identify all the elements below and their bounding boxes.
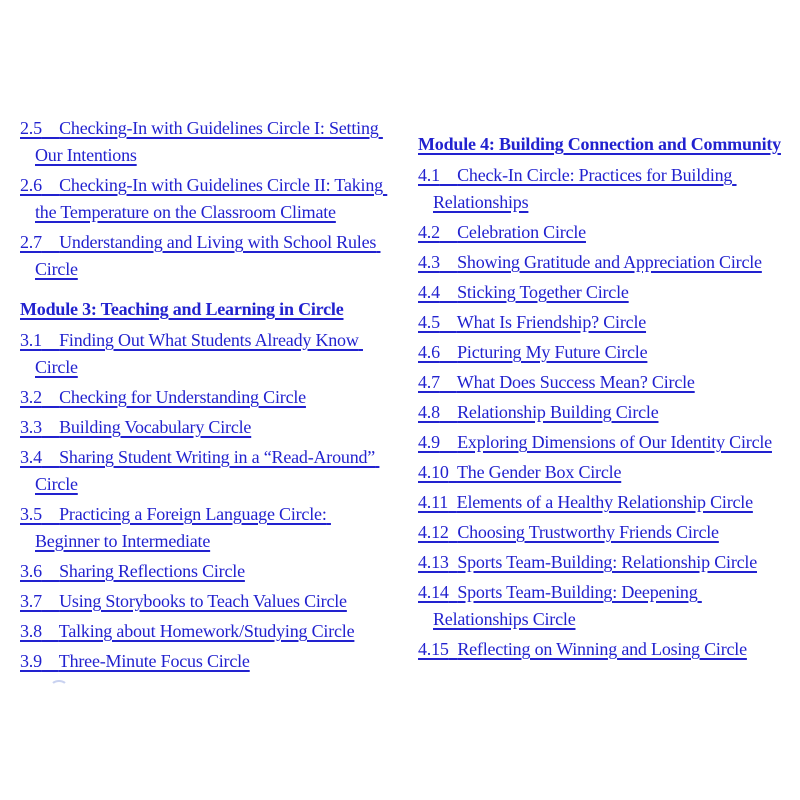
toc-entry xyxy=(418,579,785,633)
toc-entry-link[interactable] xyxy=(20,417,251,437)
entry-number: 3.4 xyxy=(20,447,42,467)
toc-entry-link[interactable] xyxy=(418,312,646,332)
toc-entry-link[interactable] xyxy=(418,222,586,242)
entry-gap xyxy=(440,312,457,332)
entry-number: 4.15 xyxy=(418,639,449,659)
toc-entry xyxy=(418,399,785,426)
entry-gap xyxy=(449,462,457,482)
entry-title: Sharing Student Writing in a “Read-Around” Circle xyxy=(35,447,380,494)
entry-title: Relationship Building Circle xyxy=(457,402,659,422)
entry-number: 2.7 xyxy=(20,232,42,252)
entry-title: Sports Team-Building: Relationship Circle xyxy=(457,552,757,572)
toc-entry xyxy=(418,489,785,516)
entry-title: Elements of a Healthy Relationship Circle xyxy=(456,492,753,512)
entry-gap xyxy=(440,165,457,185)
entry-title: Talking about Homework/Studying Circle xyxy=(58,621,355,641)
entry-title: Checking-In with Guidelines Circle II: Taking the Temperature on the Classroom Climate xyxy=(35,175,388,222)
toc-entry xyxy=(20,588,387,615)
entry-title: Checking for Understanding Circle xyxy=(59,387,306,407)
entry-number: 4.12 xyxy=(418,522,449,542)
entry-number: 3.2 xyxy=(20,387,42,407)
toc-entry xyxy=(20,172,387,226)
entry-number: 4.5 xyxy=(418,312,440,332)
entry-gap xyxy=(440,282,457,302)
cut-off-text-fragment xyxy=(50,680,68,694)
entry-number: 4.13 xyxy=(418,552,449,572)
entry-gap xyxy=(440,252,457,272)
entry-gap xyxy=(42,232,59,252)
toc-entry-link[interactable] xyxy=(20,651,250,671)
toc-entry xyxy=(418,279,785,306)
entry-gap xyxy=(42,118,59,138)
entry-gap xyxy=(440,222,457,242)
toc-entry-link[interactable] xyxy=(418,552,757,572)
toc-entry xyxy=(20,501,387,555)
entry-number: 4.7 xyxy=(418,372,440,392)
entry-gap xyxy=(42,417,59,437)
entry-title: Choosing Trustworthy Friends Circle xyxy=(457,522,719,542)
toc-entry xyxy=(20,444,387,498)
toc-entry-link[interactable] xyxy=(418,252,762,272)
entry-title: Reflecting on Winning and Losing Circle xyxy=(457,639,747,659)
toc-entry xyxy=(418,249,785,276)
toc-entry-link[interactable] xyxy=(20,591,347,611)
toc-entry xyxy=(418,339,785,366)
toc-entry-link[interactable] xyxy=(418,582,702,629)
entry-title: Sharing Reflections Circle xyxy=(59,561,245,581)
entry-title: Picturing My Future Circle xyxy=(457,342,648,362)
entry-gap xyxy=(42,561,59,581)
toc-entry-link[interactable] xyxy=(418,402,659,422)
toc-entry-link[interactable] xyxy=(20,621,354,641)
entry-number: 4.14 xyxy=(418,582,449,602)
entry-gap xyxy=(448,492,457,512)
entry-title: The Gender Box Circle xyxy=(456,462,622,482)
entry-gap xyxy=(42,591,59,611)
toc-entry xyxy=(20,648,387,675)
module-heading-link[interactable]: Module 3: Teaching and Learning in Circle xyxy=(20,299,344,319)
entry-number: 4.1 xyxy=(418,165,440,185)
toc-entry-link[interactable] xyxy=(418,282,629,302)
toc-entry xyxy=(418,549,785,576)
entry-number: 4.6 xyxy=(418,342,440,362)
toc-entry-link[interactable] xyxy=(20,118,383,165)
toc-entry-link[interactable] xyxy=(418,522,719,542)
toc-entry-link[interactable] xyxy=(418,432,772,452)
toc-entry xyxy=(418,519,785,546)
entry-title: What Is Friendship? Circle xyxy=(456,312,647,332)
toc-entry xyxy=(418,162,785,216)
entry-title: Finding Out What Students Already Know Circle xyxy=(35,330,363,377)
entry-gap xyxy=(42,330,59,350)
entry-number: 3.7 xyxy=(20,591,42,611)
toc-entry xyxy=(418,219,785,246)
toc-entry-link[interactable] xyxy=(418,372,695,392)
entry-gap xyxy=(440,402,457,422)
entry-number: 3.6 xyxy=(20,561,42,581)
entry-gap xyxy=(42,447,59,467)
entry-title: Understanding and Living with School Rules Circle xyxy=(35,232,381,279)
entry-title: Practicing a Foreign Language Circle: Beginner to Intermediate xyxy=(35,504,331,551)
toc-entry xyxy=(20,618,387,645)
entry-number: 4.9 xyxy=(418,432,440,452)
toc-entry-link[interactable] xyxy=(20,447,379,494)
toc-entry xyxy=(20,558,387,585)
entry-title: Sports Team-Building: Deepening Relationships Circle xyxy=(433,582,702,629)
entry-title: Checking-In with Guidelines Circle I: Setting Our Intentions xyxy=(35,118,383,165)
toc-column-left xyxy=(20,115,387,678)
toc-entry-link[interactable] xyxy=(418,165,737,212)
entry-number: 3.1 xyxy=(20,330,42,350)
entry-gap xyxy=(42,621,59,641)
entry-title: Showing Gratitude and Appreciation Circle xyxy=(457,252,762,272)
entry-title: Exploring Dimensions of Our Identity Circle xyxy=(457,432,772,452)
toc-entry xyxy=(418,459,785,486)
entry-number: 3.8 xyxy=(20,621,42,641)
toc-entry-link[interactable] xyxy=(418,462,621,482)
entry-number: 4.2 xyxy=(418,222,440,242)
toc-entry xyxy=(418,636,785,663)
entry-title: What Does Success Mean? Circle xyxy=(456,372,695,392)
entry-gap xyxy=(440,432,457,452)
toc-entry xyxy=(20,115,387,169)
toc-entry-link[interactable] xyxy=(20,561,245,581)
entry-number: 4.10 xyxy=(418,462,449,482)
toc-entry-link[interactable] xyxy=(20,175,387,222)
entry-number: 3.5 xyxy=(20,504,42,524)
entry-title: Building Vocabulary Circle xyxy=(59,417,252,437)
entry-number: 4.3 xyxy=(418,252,440,272)
entry-gap xyxy=(42,651,59,671)
entry-number: 4.8 xyxy=(418,402,440,422)
entry-title: Sticking Together Circle xyxy=(457,282,629,302)
entry-number: 2.5 xyxy=(20,118,42,138)
entry-title: Celebration Circle xyxy=(457,222,586,242)
toc-entry-link[interactable] xyxy=(20,387,306,407)
toc-entry xyxy=(20,229,387,283)
toc-entry xyxy=(20,327,387,381)
toc-entry-link[interactable] xyxy=(418,342,647,362)
toc-entry-link[interactable] xyxy=(20,330,363,377)
toc-entry xyxy=(418,369,785,396)
module-heading-link[interactable]: Module 4: Building Connection and Community xyxy=(418,134,781,154)
entry-gap xyxy=(440,342,457,362)
toc-entry xyxy=(418,429,785,456)
toc-entry-link[interactable] xyxy=(418,492,753,512)
module-heading xyxy=(20,296,387,323)
toc-entry-link[interactable] xyxy=(418,639,747,659)
entry-title: Using Storybooks to Teach Values Circle xyxy=(59,591,347,611)
toc-entry xyxy=(418,309,785,336)
entry-gap xyxy=(42,504,59,524)
toc-entry xyxy=(20,384,387,411)
entry-number: 3.9 xyxy=(20,651,42,671)
module-heading xyxy=(418,131,785,158)
toc-entry xyxy=(20,414,387,441)
entry-number: 4.4 xyxy=(418,282,440,302)
entry-number: 2.6 xyxy=(20,175,42,195)
toc-entry-link[interactable] xyxy=(20,504,331,551)
entry-title: Check-In Circle: Practices for Building Relationships xyxy=(433,165,737,212)
entry-number: 3.3 xyxy=(20,417,42,437)
toc-column-right xyxy=(418,131,785,666)
entry-number: 4.11 xyxy=(418,492,449,512)
entry-gap xyxy=(42,175,59,195)
entry-title: Three-Minute Focus Circle xyxy=(58,651,250,671)
entry-gap xyxy=(42,387,59,407)
toc-entry-link[interactable] xyxy=(20,232,381,279)
entry-gap xyxy=(440,372,457,392)
